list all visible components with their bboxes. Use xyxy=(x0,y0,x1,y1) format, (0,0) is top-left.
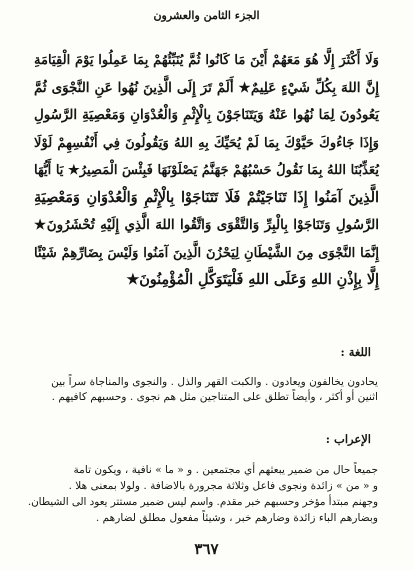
irab-line: وجهنم مبتدأ مؤخر وحسبهم خبر مقدم. واسم ليس ضمير مستتر يعود الى الشيطان. xyxy=(27,496,378,508)
irab-line: وبضارهم الباء زائدة وضارهم خبر ، وشيئاً مفعول مطلق لضارهم . xyxy=(95,512,378,524)
irab-line: و « من » زائدة ونجوى فاعل وثلاثة مجرورة بالاضافة . ولولا بمعنى هلا . xyxy=(68,480,378,492)
running-header: الجزء الثامن والعشرون xyxy=(153,9,260,22)
quran-verse-block xyxy=(34,47,379,295)
irab-line: جميعاً حال من ضمير يبعثهم أي مجتمعين . و « ما » نافية ، ويكون تامة xyxy=(73,464,378,476)
lugha-heading: اللغة : xyxy=(340,345,371,359)
verse-line: إِنَّ اللهَ بِكُلِّ شَيْءٍ عَلِيمٌ★ أَلَمْ تَرَ إِلَى الَّذِينَ نُهُوا عَنِ النَّجْوَى ثُمَّ xyxy=(34,79,379,96)
verse-line: وَلَا أَكْثَرَ إِلَّا هُوَ مَعَهُمْ أَيْنَ مَا كَانُوا ثُمَّ يُنَبِّئُهُمْ بِمَا عَمِلُوا يَوْمَ الْقِيَامَةِ xyxy=(34,53,379,68)
lugha-line: يحادون يخالفون ويعادون . والكبت القهر والذل . والنجوى والمناجاة سراً بين xyxy=(51,376,378,388)
irab-paragraph xyxy=(26,462,378,526)
verse-line: يُعَذِّبُنَا اللهُ بِمَا نَقُولُ حَسْبُهُمْ جَهَنَّمُ يَصْلَوْنَهَا فَبِئْسَ الْمَصِيرُ★ يَا أَيُّهَا xyxy=(33,163,379,178)
verse-line: وَإِذَا جَاءُوكَ حَيَّوْكَ بِمَا لَمْ يُحَيِّكَ بِهِ اللهُ وَيَقُولُونَ فِي أَنْفُسِهِمْ لَوْلَا xyxy=(34,135,379,151)
page-number: ٣٦٧ xyxy=(194,540,219,558)
lugha-paragraph xyxy=(26,375,378,405)
irab-heading: الإعراب : xyxy=(325,432,371,446)
verse-line: يَعُودُونَ لِمَا نُهُوا عَنْهُ وَيَتَنَاجَوْنَ بِالْإِثْمِ وَالْعُدْوَانِ وَمَعْصِيَةِ الرَّسُولِ xyxy=(34,107,379,123)
verse-line: إِنَّمَا النَّجْوَى مِنَ الشَّيْطَانِ لِيَحْزُنَ الَّذِينَ آمَنُوا وَلَيْسَ بِضَارِّهِمْ شَيْئًا xyxy=(34,245,379,261)
verse-line: الَّذِينَ آمَنُوا إِذَا تَنَاجَيْتُمْ فَلَا تَتَنَاجَوْا بِالْإِثْمِ وَالْعُدْوَانِ وَمَعْصِيَةِ xyxy=(34,189,379,206)
lugha-line: اثنين أو أكثر ، وأيضاً تطلق على المتناجين مثل هم نجوى . وحسبهم كافيهم . xyxy=(51,391,378,403)
verse-line: الرَّسُولِ وَتَنَاجَوْا بِالْبِرِّ وَالتَّقْوَى وَاتَّقُوا اللهَ الَّذِي إِلَيْهِ تُحْشَرُونَ★ xyxy=(34,217,379,233)
verse-line: إِلَّا بِإِذْنِ اللهِ وَعَلَى اللهِ فَلْيَتَوَكَّلِ الْمُؤْمِنُونَ★ xyxy=(126,272,379,288)
